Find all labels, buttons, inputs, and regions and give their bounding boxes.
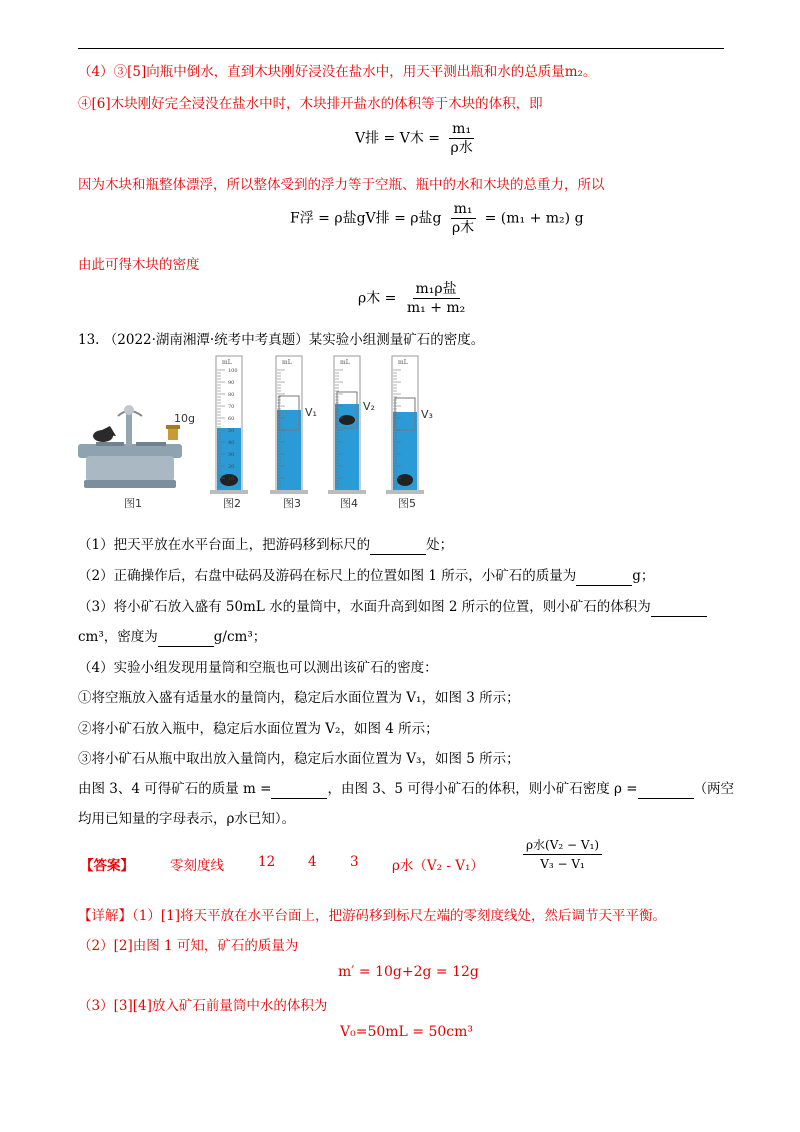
cylinder-3 <box>270 356 308 494</box>
q3-blank-1[interactable] <box>651 602 707 617</box>
q1-line <box>78 535 453 555</box>
s4-b: ，由图 3、5 可得小矿石的体积，则小矿石密度 ρ = <box>327 781 638 797</box>
scale-tick-label: 100 <box>228 368 238 374</box>
fig1-label: 图1 <box>124 497 142 510</box>
equation-1 <box>355 120 479 157</box>
fig5-label: 图5 <box>398 497 416 510</box>
detail-3: （3）[3][4]放入矿石前量筒中水的体积为 <box>78 998 328 1014</box>
q3-c: g/cm³； <box>213 629 267 645</box>
equation-4: m′ = 10g+2g = 12g <box>338 964 479 980</box>
answer-3: 4 <box>308 854 317 870</box>
step-3b-text: ③将小矿石从瓶中取出放入量筒内，稳定后水面位置为 V₃，如图 5 所示； <box>78 751 520 767</box>
reason-1-text: 因为木块和瓶整体漂浮，所以整体受到的浮力等于空瓶、瓶中的水和木块的总重力，所以 <box>78 177 605 193</box>
scale-tick-label: 90 <box>228 380 235 386</box>
scale-tick-label: 70 <box>228 404 235 410</box>
experiment-figure <box>76 352 456 512</box>
eq2-num: m₁ <box>451 200 476 219</box>
cylinder-4 <box>328 356 366 494</box>
answer-4: 3 <box>350 854 359 870</box>
q1-blank[interactable] <box>370 540 426 555</box>
v1-label: V₁ <box>305 406 317 419</box>
equation-2 <box>290 200 584 237</box>
eq2-a: F浮 = ρ盐gV排 = ρ盐g <box>290 210 442 227</box>
weight-label: 10g <box>174 412 195 425</box>
fig2-label: 图2 <box>223 497 241 510</box>
eq3-lhs: ρ木 = <box>358 290 397 307</box>
ans-frac-num: ρ水(V₂ − V₁) <box>523 836 602 855</box>
q2-blank[interactable] <box>576 571 632 586</box>
q3-a: （3）将小矿石放入盛有 50mL 水的量筒中，水面升高到如图 2 所示的位置，则小矿石的体积为 <box>78 599 651 615</box>
answer-5: ρ水（V₂ - V₁） <box>392 858 484 874</box>
cylinder-2 <box>210 356 248 494</box>
balance-image <box>78 405 182 488</box>
unit-label-4: mL <box>340 359 350 366</box>
s5-text: 均用已知量的字母表示，ρ水已知）。 <box>78 811 296 827</box>
q3-line <box>78 597 707 617</box>
step-4-text: ④[6]木块刚好完全浸没在盐水中时，木块排开盐水的体积等于木块的体积，即 <box>78 96 543 112</box>
q3-line-2 <box>78 627 266 647</box>
scale-tick-label: 40 <box>228 440 235 446</box>
unit-label-2: mL <box>222 359 232 366</box>
eq3-num: m₁ρ盐 <box>413 280 460 299</box>
step-1-text: ①将空瓶放入盛有适量水的量筒内，稳定后水面位置为 V₁，如图 3 所示； <box>78 690 520 706</box>
fig3-label: 图3 <box>283 497 301 510</box>
ans-frac-den: V₃ − V₁ <box>540 857 585 871</box>
equation-5: V₀=50mL = 50cm³ <box>340 1024 474 1040</box>
answer-2: 12 <box>258 854 276 870</box>
scale-tick-label: 80 <box>228 392 235 398</box>
s4-blank-1[interactable] <box>271 784 327 799</box>
fig4-label: 图4 <box>340 497 358 510</box>
v3-label: V₃ <box>421 408 433 421</box>
scale-tick-label: 10 <box>228 476 235 482</box>
cylinder-scale <box>217 359 408 487</box>
q2-b: g； <box>632 568 655 584</box>
q1-a: （1）把天平放在水平台面上，把游码移到标尺的 <box>78 537 371 553</box>
equation-3 <box>358 280 471 317</box>
unit-label-3: mL <box>282 359 292 366</box>
eq3-den: m₁ + m₂ <box>406 300 466 316</box>
s4-blank-2[interactable] <box>638 784 694 799</box>
q3-b: cm³，密度为 <box>78 629 158 645</box>
s4-c: （两空 <box>693 781 735 797</box>
header-rule <box>78 48 724 49</box>
scale-tick-label: 30 <box>228 452 235 458</box>
step-2-text: ②将小矿石放入瓶中，稳定后水面位置为 V₂，如图 4 所示； <box>78 721 439 737</box>
scale-tick-label: 20 <box>228 464 235 470</box>
q1-b: 处； <box>426 537 454 553</box>
answer-1: 零刻度线 <box>170 858 224 874</box>
eq1-num: m₁ <box>449 120 474 139</box>
q4-text: （4）实验小组发现用量筒和空瓶也可以测出该矿石的密度： <box>78 660 438 676</box>
eq2-b: = (m₁ + m₂) g <box>484 210 584 227</box>
q2-line <box>78 566 654 586</box>
step-3-text: （4）③[5]向瓶中倒水，直到木块刚好浸没在盐水中，用天平测出瓶和水的总质量m₂。 <box>78 64 597 80</box>
eq1-lhs: V排 = V木 = <box>355 130 441 147</box>
detail-2: （2）[2]由图 1 可知，矿石的质量为 <box>78 938 299 954</box>
s4-a: 由图 3、4 可得矿石的质量 m = <box>78 781 272 797</box>
scale-tick-label: 60 <box>228 416 235 422</box>
eq2-den: ρ木 <box>451 220 475 236</box>
answer-tag: 【答案】 <box>80 858 134 874</box>
scale-tick-label: 50 <box>228 428 235 434</box>
eq1-den: ρ水 <box>450 140 473 156</box>
v2-label: V₂ <box>363 400 375 413</box>
answer-6 <box>520 836 605 873</box>
s4-line <box>78 779 734 799</box>
detail-1: 【详解】（1）[1]将天平放在水平台面上，把游码移到标尺左端的零刻度线处，然后调节天平平衡。 <box>78 908 666 924</box>
q2-a: （2）正确操作后，右盘中砝码及游码在标尺上的位置如图 1 所示，小矿石的质量为 <box>78 568 577 584</box>
question-13-title: 13. （2022·湖南湘潭·统考中考真题）某实验小组测量矿石的密度。 <box>78 332 485 348</box>
unit-label-5: mL <box>398 359 408 366</box>
q3-blank-2[interactable] <box>158 632 214 647</box>
cylinder-5 <box>386 356 424 494</box>
reason-2-text: 由此可得木块的密度 <box>78 257 200 273</box>
